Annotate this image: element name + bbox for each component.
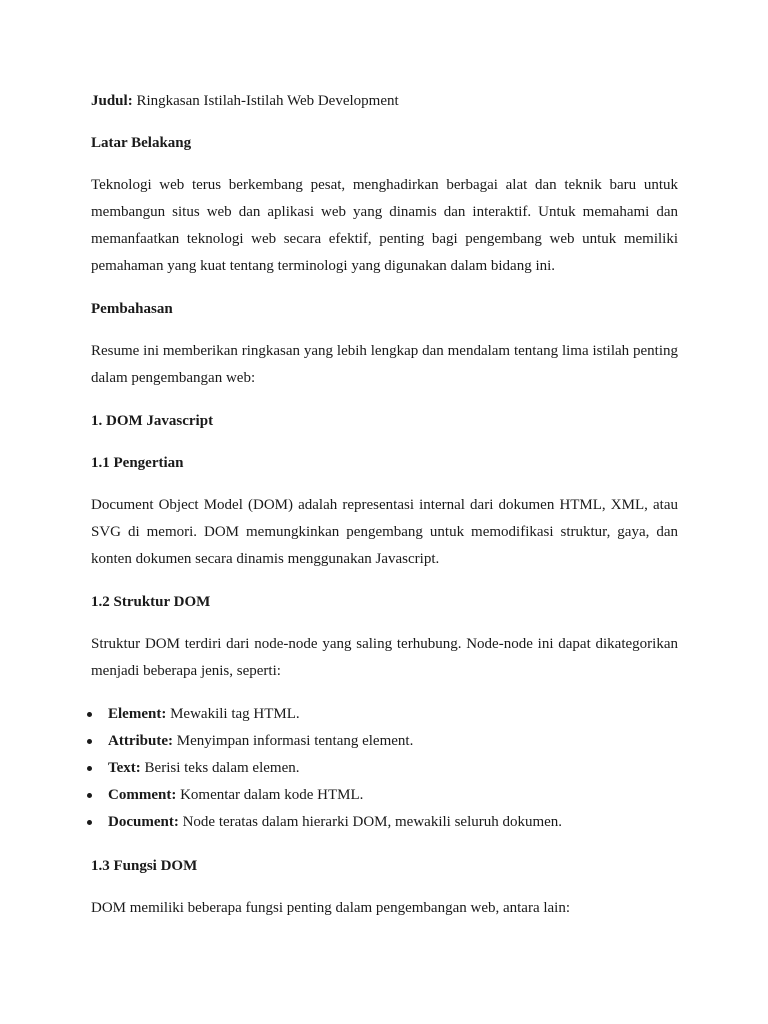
bullet-icon — [87, 820, 92, 825]
heading-struktur-dom: 1.2 Struktur DOM — [91, 594, 211, 610]
node-type-desc: Menyimpan informasi tentang element. — [172, 733, 414, 749]
heading-dom-javascript: 1. DOM Javascript — [91, 413, 214, 429]
document-title — [91, 88, 678, 114]
title-text: Ringkasan Istilah-Istilah Web Development — [136, 93, 399, 109]
node-type-term: Text: — [108, 760, 141, 776]
node-type-term: Comment: — [108, 787, 177, 803]
heading-latar-belakang: Latar Belakang — [91, 135, 192, 151]
heading-pengertian: 1.1 Pengertian — [91, 455, 184, 471]
list-item — [91, 809, 678, 836]
paragraph-struktur-dom: Struktur DOM terdiri dari node-node yang saling terhubung. Node-node ini dapat dikategorikan menjadi beberapa jenis, seperti: — [91, 636, 678, 679]
heading-pembahasan: Pembahasan — [91, 301, 173, 317]
node-type-term: Attribute: — [108, 733, 173, 749]
paragraph-pembahasan: Resume ini memberikan ringkasan yang lebih lengkap dan mendalam tentang lima istilah penting dalam pengembangan web: — [91, 343, 678, 386]
node-type-term: Document: — [108, 814, 179, 830]
node-type-desc: Node teratas dalam hierarki DOM, mewakili seluruh dokumen. — [178, 814, 563, 830]
node-type-list — [91, 701, 678, 836]
node-type-desc: Mewakili tag HTML. — [166, 706, 300, 722]
bullet-icon — [87, 712, 92, 717]
node-type-desc: Berisi teks dalam elemen. — [140, 760, 300, 776]
bullet-icon — [87, 766, 92, 771]
list-item — [91, 701, 678, 728]
paragraph-latar-belakang: Teknologi web terus berkembang pesat, menghadirkan berbagai alat dan teknik baru untuk membangun situs web dan aplikasi web yang dinamis dan interaktif. Untuk memahami dan memanfaatkan teknologi web secara efektif, penting bagi pengembang web untuk memiliki pemahaman yang kuat tentang terminologi yang digunakan dalam bidang ini. — [91, 177, 678, 274]
list-item — [91, 755, 678, 782]
paragraph-pengertian: Document Object Model (DOM) adalah representasi internal dari dokumen HTML, XML, atau SVG di memori. DOM memungkinkan pengembang untuk memodifikasi struktur, gaya, dan konten dokumen secara dinamis menggunakan Javascript. — [91, 497, 678, 567]
bullet-icon — [87, 793, 92, 798]
paragraph-fungsi-dom: DOM memiliki beberapa fungsi penting dalam pengembangan web, antara lain: — [91, 900, 571, 916]
document-page — [91, 88, 678, 938]
heading-fungsi-dom: 1.3 Fungsi DOM — [91, 858, 198, 874]
list-item — [91, 728, 678, 755]
list-item — [91, 782, 678, 809]
bullet-icon — [87, 739, 92, 744]
node-type-desc: Komentar dalam kode HTML. — [176, 787, 364, 803]
title-label: Judul: — [91, 93, 133, 109]
node-type-term: Element: — [108, 706, 167, 722]
